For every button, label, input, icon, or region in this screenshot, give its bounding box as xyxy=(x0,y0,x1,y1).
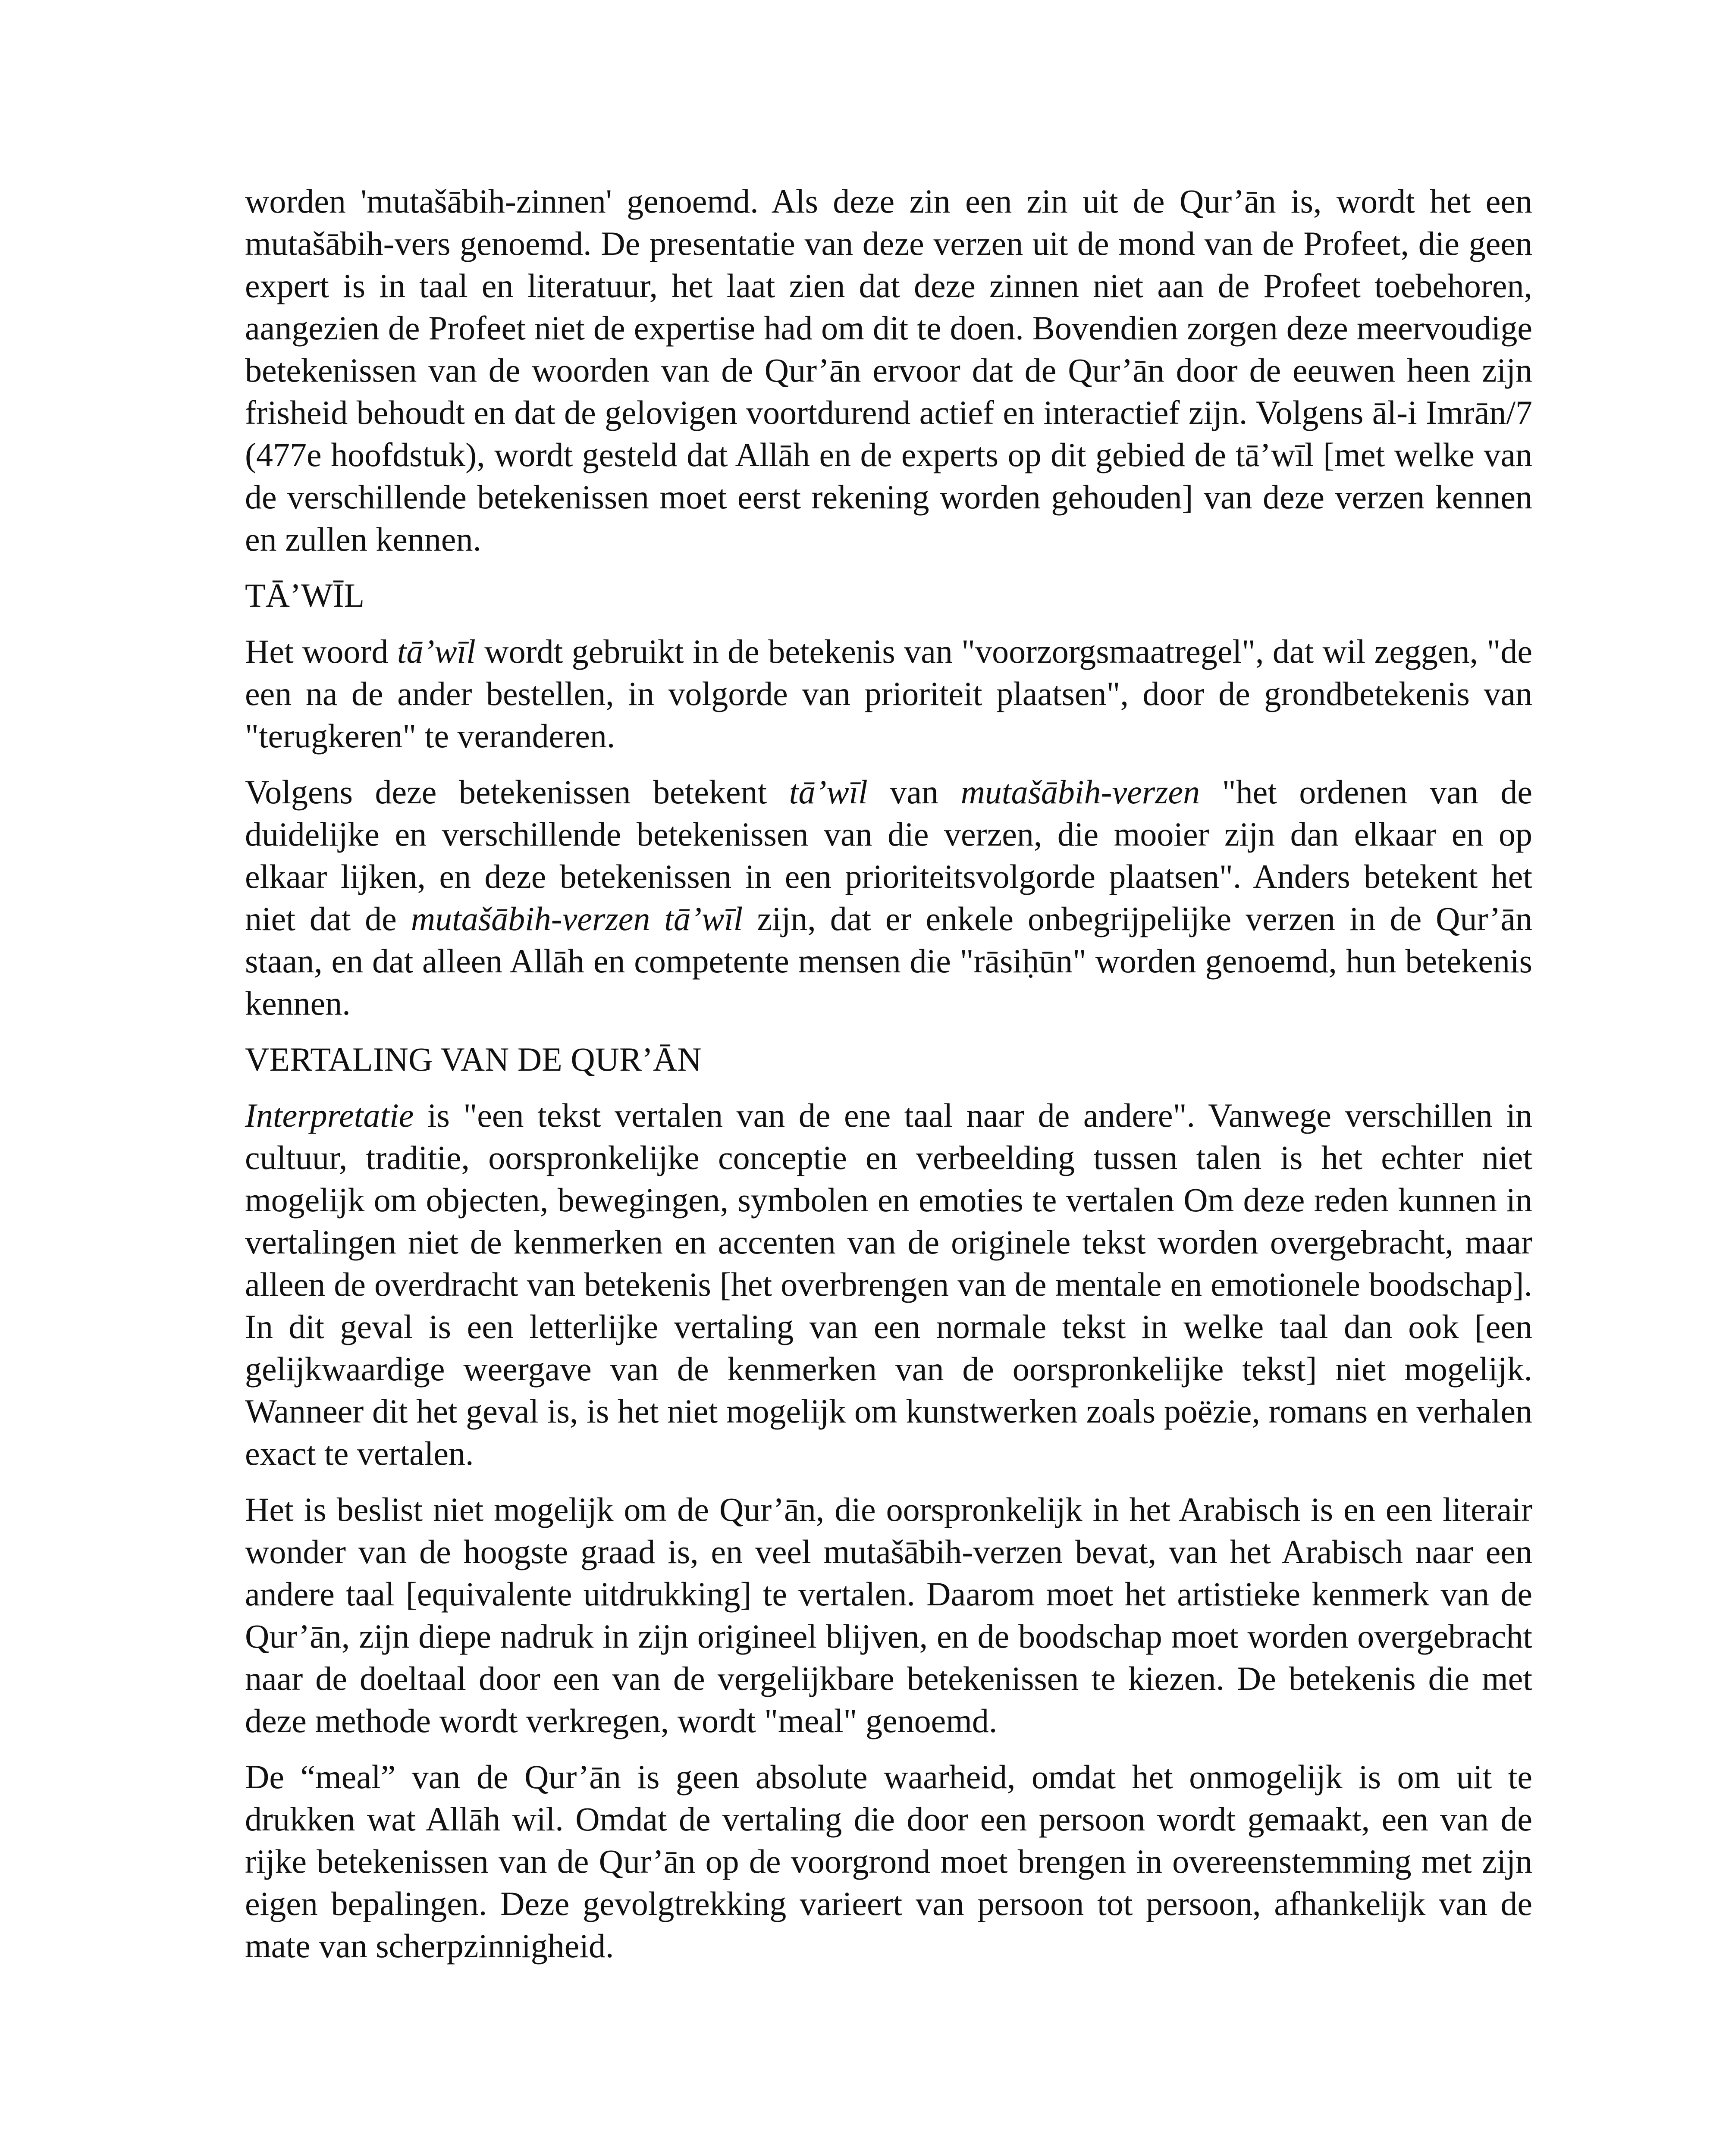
text-segment: Volgens deze betekenissen betekent xyxy=(245,773,789,811)
text-segment: De “meal” van de Qur’ān is geen absolute waarheid, omdat het onmogelijk is om uit te drukken wat Allāh wil. Omdat de vertaling die door een persoon wordt gemaakt, een van de rijke betekenissen van de Qur’ān op de voorgrond moet brengen in overeenstemming met zijn eigen bepalingen. Deze gevolgtrekking varieert van persoon tot persoon, afhankelijk van de mate van scherpzinnigheid. xyxy=(245,1758,1532,1965)
text-segment: is "een tekst vertalen van de ene taal naar de andere". Vanwege verschillen in cultuur, traditie, oorspronkelijke conceptie en verbeelding tussen talen is het echter niet mogelijk om objecten, bewegingen, symbolen en emoties te vertalen Om deze reden kunnen in vertalingen niet de kenmerken en accenten van de originele tekst worden overgebracht, maar alleen de overdracht van betekenis [het overbrengen van de mentale en emotionele boodschap]. In dit geval is een letterlijke vertaling van een normale tekst in welke taal dan ook [een gelijkwaardige weergave van de kenmerken van de oorspronkelijke tekst] niet mogelijk. Wanneer dit het geval is, is het niet mogelijk om kunstwerken zoals poëzie, romans en verhalen exact te vertalen. xyxy=(245,1097,1532,1472)
text-segment: Het is beslist niet mogelijk om de Qur’ān, die oorspronkelijk in het Arabisch is en een literair wonder van de hoogste graad is, en veel mutašābih-verzen bevat, van het Arabisch naar een andere taal [equivalente uitdrukking] te vertalen. Daarom moet het artistieke kenmerk van de Qur’ān, zijn diepe nadruk in zijn origineel blijven, en de boodschap moet worden overgebracht naar de doeltaal door een van de vergelijkbare betekenissen te kiezen. De betekenis die met deze methode wordt verkregen, wordt "meal" genoemd. xyxy=(245,1491,1532,1739)
italic-term: Interpretatie xyxy=(245,1097,414,1134)
text-segment: wordt gebruikt in de betekenis van "voorzorgsmaatregel", dat wil zeggen, "de een na de ander bestellen, in volgorde van prioriteit plaatsen", door de grondbetekenis van "terugkeren" te veranderen. xyxy=(245,633,1532,755)
page-body xyxy=(245,180,1532,1981)
section-heading-vertaling xyxy=(245,1038,1532,1081)
italic-term: tā’wīl xyxy=(789,773,868,811)
paragraph-tawil-meaning xyxy=(245,771,1532,1025)
text-segment: zijn, dat er enkele onbegrijpelijke verzen in de Qur’ān staan, en dat alleen Allāh en competente mensen die "rāsiḥūn" worden genoemd, hun betekenis kennen. xyxy=(245,900,1532,1022)
paragraph-tawil-definition xyxy=(245,630,1532,757)
paragraph-interpretatie xyxy=(245,1094,1532,1475)
paragraph-meal xyxy=(245,1756,1532,1967)
heading-text: TĀ’WĪL xyxy=(245,577,365,614)
text-segment: worden 'mutašābih-zinnen' genoemd. Als deze zin een zin uit de Qur’ān is, wordt het een mutašābih-vers genoemd. De presentatie van deze verzen uit de mond van de Profeet, die geen expert is in taal en literatuur, het laat zien dat deze zinnen niet aan de Profeet toebehoren, aangezien de Profeet niet de expertise had om dit te doen. Bovendien zorgen deze meervoudige betekenissen van de woorden van de Qur’ān ervoor dat de Qur’ān door de eeuwen heen zijn frisheid behoudt en dat de gelovigen voortdurend actief en interactief zijn. Volgens āl-i Imrān/7 (477e hoofdstuk), wordt gesteld dat Allāh en de experts op dit gebied de tā’wīl [met welke van de verschillende betekenissen moet eerst rekening worden gehouden] van deze verzen kennen en zullen kennen. xyxy=(245,182,1532,558)
paragraph-mutasabih-intro xyxy=(245,180,1532,561)
italic-term: mutašābih-verzen tā’wīl xyxy=(411,900,743,937)
text-segment: "het ordenen van de duidelijke en verschillende betekenissen van die verzen, die mooier zijn dan elkaar en op elkaar lijken, en deze betekenissen in een prioriteitsvolgorde plaatsen". Anders betekent het niet dat de xyxy=(245,773,1533,937)
heading-text: VERTALING VAN DE QUR’ĀN xyxy=(245,1040,702,1078)
italic-term: mutašābih-verzen xyxy=(960,773,1200,811)
text-segment: van xyxy=(867,773,961,811)
text-segment: Het woord xyxy=(245,633,397,670)
section-heading-tawil xyxy=(245,574,1532,617)
paragraph-arabisch-vertaling xyxy=(245,1489,1532,1742)
italic-term: tā’wīl xyxy=(397,633,476,670)
